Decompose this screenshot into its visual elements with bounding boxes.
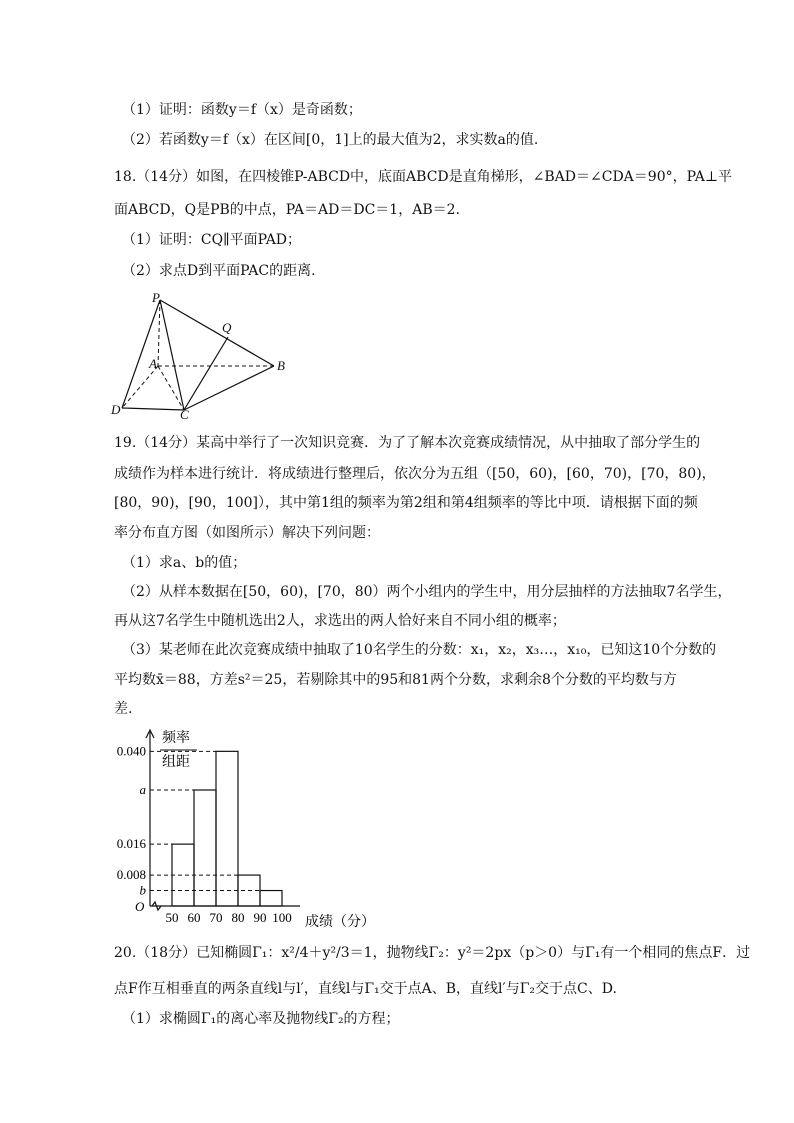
histogram-bar (194, 790, 216, 906)
x-axis-title: 成绩（分） (305, 915, 375, 930)
q19-part3-line3: 差. (114, 701, 133, 717)
y-tick-label: a (139, 782, 146, 797)
q17-part2: （2）若函数y＝f（x）在区间[0，1]上的最大值为2，求实数a的值. (122, 132, 539, 148)
x-tick-label: 60 (187, 910, 201, 925)
x-tick-label: 100 (272, 910, 292, 925)
y-tick-label: 0.040 (116, 743, 146, 759)
q19-stem-line2: 成绩作为样本进行统计．将成绩进行整理后，依次分为五组（[50，60)，[60，70)，[70，80)， (114, 466, 716, 482)
q18-stem-line1: 18.（14分）如图，在四棱锥P-ABCD中，底面ABCD是直角梯形，∠BAD＝∠CDA＝90°，PA⊥平 (114, 169, 733, 185)
label-A: A (149, 356, 157, 371)
q19-stem-line1: 19.（14分）某高中举行了一次知识竞赛．为了了解本次竞赛成绩情况，从中抽取了部分学生的 (114, 435, 701, 451)
label-P: P (152, 290, 160, 305)
ylabel-bottom: 组距 (162, 755, 190, 770)
x-tick-label: 70 (209, 910, 223, 925)
q19-part3-line1: （3）某老师在此次竞赛成绩中抽取了10名学生的分数：x₁，x₂，x₃…，x₁₀，已知这10个分数的 (122, 642, 717, 658)
origin-label: O (135, 899, 145, 914)
histogram-bar (260, 891, 282, 906)
x-tick-label: 90 (253, 910, 267, 925)
q18-stem-line2: 面ABCD，Q是PB的中点，PA＝AD＝DC＝1，AB＝2. (114, 202, 460, 218)
q19-part2-line2: 再从这7名学生中随机选出2人，求选出的两人恰好来自不同小组的概率； (114, 613, 566, 629)
q20-part1: （1）求椭圆Γ₁的离心率及抛物线Γ₂的方程； (122, 1011, 400, 1027)
q20-stem-line1: 20.（18分）已知椭圆Γ₁：x²/4＋y²/3＝1，抛物线Γ₂：y²＝2px（p＞0）与Γ₁有一个相同的焦点F．过 (114, 945, 751, 961)
q19-part3-line2: 平均数x̄＝88，方差s²＝25，若剔除其中的95和81两个分数，求剩余8个分数的平均数与方 (114, 672, 677, 688)
q19-stem-line4: 率分布直方图（如图所示）解决下列问题： (114, 525, 380, 541)
q19-part2-line1: （2）从样本数据在[50，60)，[70，80）两个小组内的学生中，用分层抽样的方法抽取7名学生， (122, 584, 732, 600)
label-B: B (277, 358, 285, 373)
histogram-bar (172, 844, 194, 906)
ylabel-top: 频率 (162, 731, 190, 746)
y-tick-label: 0.008 (116, 867, 146, 883)
label-C: C (180, 407, 189, 420)
y-tick-label: b (139, 882, 146, 898)
label-D: D (111, 402, 121, 417)
q20-stem-line2: 点F作互相垂直的两条直线l与l′，直线l与Γ₁交于点A、B，直线l′与Γ₂交于点C、D. (114, 981, 617, 997)
q19-stem-line3: [80，90)，[90，100]），其中第1组的频率为第2组和第4组频率的等比中项．请根据下面的频 (114, 495, 698, 511)
label-Q: Q (222, 320, 232, 335)
q17-part1: （1）证明：函数y＝f（x）是奇函数； (122, 102, 362, 118)
x-tick-label: 50 (165, 910, 179, 925)
histogram-bar (216, 751, 238, 906)
pyramid-figure (108, 288, 298, 420)
q18-part2: （2）求点D到平面PAC的距离. (122, 263, 316, 279)
q18-part1: （1）证明：CQ∥平面PAD； (122, 232, 302, 248)
frequency-histogram (100, 720, 400, 932)
y-tick-label: 0.016 (116, 836, 146, 852)
x-tick-label: 80 (231, 910, 245, 925)
q19-part1: （1）求a、b的值； (122, 555, 247, 571)
